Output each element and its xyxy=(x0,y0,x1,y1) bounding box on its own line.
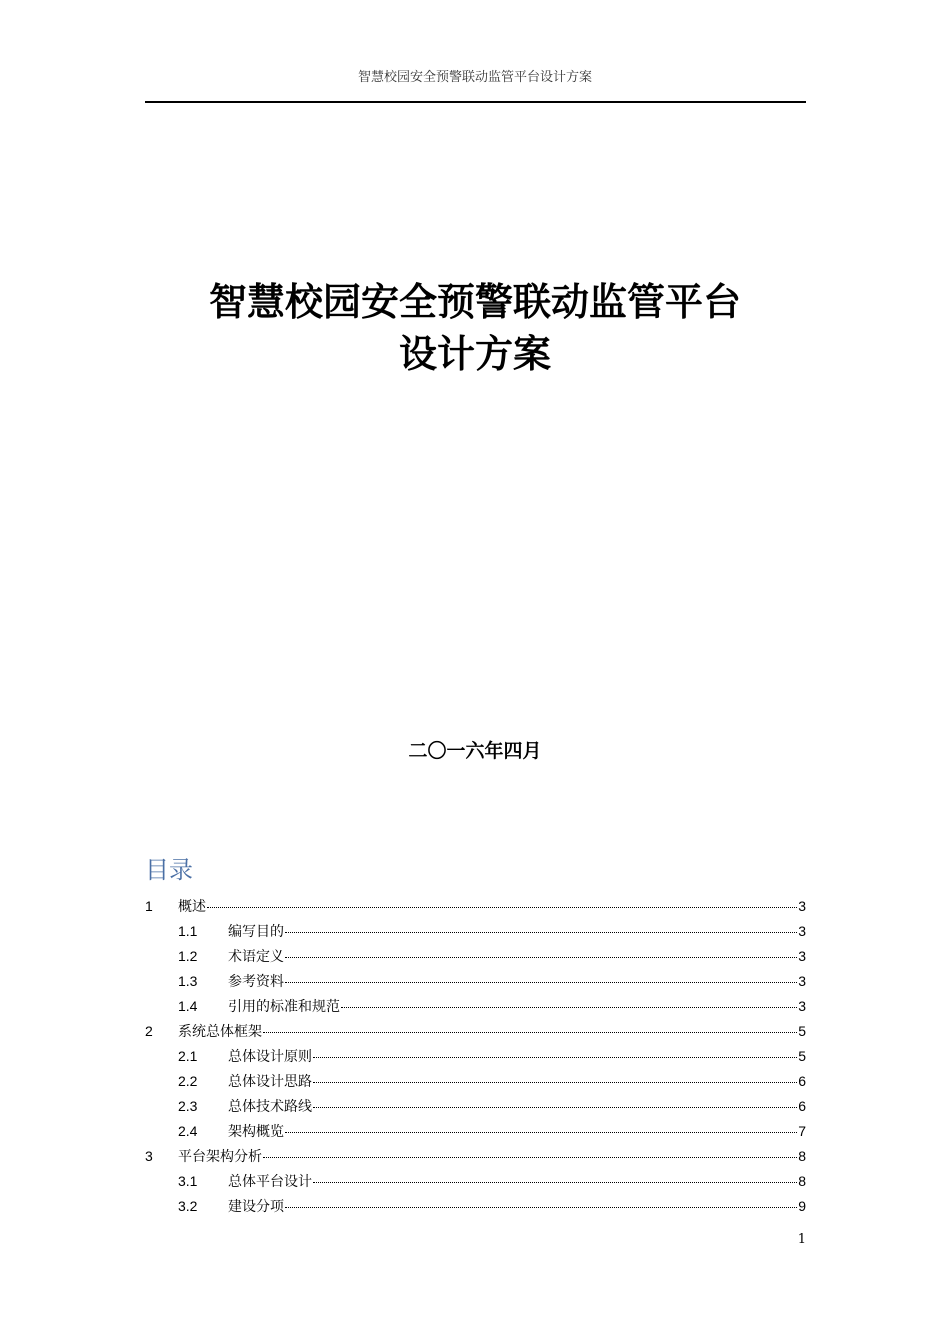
toc-entry[interactable] xyxy=(145,1044,806,1069)
toc-entry-number: 2.2 xyxy=(178,1073,198,1089)
toc-entry-number: 2.1 xyxy=(178,1048,198,1064)
toc-leader-dots xyxy=(313,1107,797,1108)
toc-heading: 目录 xyxy=(145,856,193,884)
toc-leader-dots xyxy=(313,1182,797,1183)
toc-entry-title: 平台架构分析 xyxy=(178,1149,262,1165)
toc-entry[interactable] xyxy=(145,894,806,919)
toc-entry-title: 总体技术路线 xyxy=(228,1099,312,1115)
page-header: 智慧校园安全预警联动监管平台设计方案 xyxy=(357,70,592,85)
toc-entry-number: 2.4 xyxy=(178,1123,198,1139)
toc-entry[interactable] xyxy=(145,994,806,1019)
toc-entry-title: 引用的标准和规范 xyxy=(228,999,340,1015)
toc-leader-dots xyxy=(285,957,797,958)
title-line-1: 智慧校园安全预警联动监管平台 xyxy=(208,280,741,324)
toc-entry-title: 参考资料 xyxy=(228,974,284,990)
toc-entry-page: 3 xyxy=(798,973,806,989)
toc-entry-page: 6 xyxy=(798,1098,806,1114)
toc-entry-page: 3 xyxy=(798,948,806,964)
toc-entry-title: 架构概览 xyxy=(228,1124,284,1140)
toc-entry-number: 1.2 xyxy=(178,948,198,964)
toc-entry-title: 概述 xyxy=(178,899,206,915)
header-rule xyxy=(145,101,806,103)
toc-entry-page: 3 xyxy=(798,998,806,1014)
page-number: 1 xyxy=(797,1232,806,1247)
toc-leader-dots xyxy=(263,1032,797,1033)
toc-entry-number: 1.1 xyxy=(178,923,198,939)
document-title xyxy=(0,276,950,380)
toc-leader-dots xyxy=(285,932,797,933)
toc-entry-number: 3 xyxy=(145,1148,153,1164)
toc-entry[interactable] xyxy=(145,1069,806,1094)
toc-entry-page: 8 xyxy=(798,1148,806,1164)
toc-entry-title: 总体设计思路 xyxy=(228,1074,312,1090)
toc-entry-page: 5 xyxy=(798,1048,806,1064)
toc-entry-number: 1.4 xyxy=(178,998,198,1014)
toc-entry[interactable] xyxy=(145,1194,806,1219)
toc-entry-page: 3 xyxy=(798,923,806,939)
toc-entry-number: 3.1 xyxy=(178,1173,198,1189)
toc-entry[interactable] xyxy=(145,1144,806,1169)
toc-entry[interactable] xyxy=(145,969,806,994)
toc-entry-number: 2.3 xyxy=(178,1098,198,1114)
toc-leader-dots xyxy=(285,982,797,983)
toc-entry-number: 1.3 xyxy=(178,973,198,989)
toc-entry-page: 7 xyxy=(798,1123,806,1139)
toc-leader-dots xyxy=(285,1132,797,1133)
toc-leader-dots xyxy=(263,1157,797,1158)
toc-leader-dots xyxy=(207,907,797,908)
toc-entry-number: 1 xyxy=(145,898,153,914)
toc-entry-title: 术语定义 xyxy=(228,949,284,965)
toc-entry-page: 6 xyxy=(798,1073,806,1089)
toc-entry-number: 3.2 xyxy=(178,1198,198,1214)
toc-entry-title: 建设分项 xyxy=(228,1199,284,1215)
toc-entry[interactable] xyxy=(145,1019,806,1044)
toc-leader-dots xyxy=(341,1007,797,1008)
toc-entry[interactable] xyxy=(145,919,806,944)
toc-entry-title: 编写目的 xyxy=(228,924,284,940)
toc-entry-page: 8 xyxy=(798,1173,806,1189)
toc-entry-title: 总体设计原则 xyxy=(228,1049,312,1065)
toc-entry[interactable] xyxy=(145,1169,806,1194)
toc-entry[interactable] xyxy=(145,1119,806,1144)
table-of-contents xyxy=(145,894,806,1219)
toc-entry[interactable] xyxy=(145,1094,806,1119)
toc-entry-title: 系统总体框架 xyxy=(178,1024,262,1040)
toc-leader-dots xyxy=(313,1082,797,1083)
toc-entry-title: 总体平台设计 xyxy=(228,1174,312,1190)
toc-entry-page: 3 xyxy=(798,898,806,914)
document-date: 二〇一六年四月 xyxy=(408,740,542,762)
toc-leader-dots xyxy=(285,1207,797,1208)
toc-leader-dots xyxy=(313,1057,797,1058)
toc-entry-page: 5 xyxy=(798,1023,806,1039)
toc-entry-number: 2 xyxy=(145,1023,153,1039)
title-line-2: 设计方案 xyxy=(398,332,551,376)
toc-entry-page: 9 xyxy=(798,1198,806,1214)
toc-entry[interactable] xyxy=(145,944,806,969)
